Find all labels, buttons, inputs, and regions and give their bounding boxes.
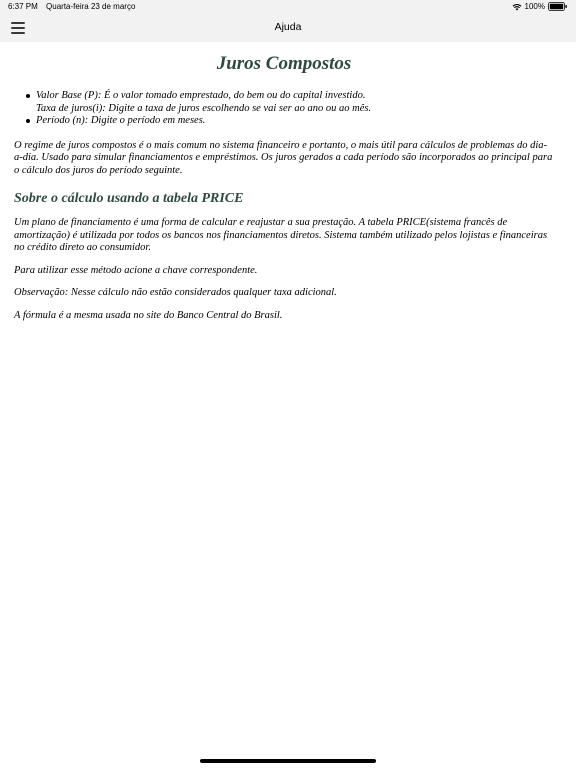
battery-icon bbox=[548, 2, 568, 11]
home-indicator[interactable] bbox=[200, 759, 376, 763]
nav-title: Ajuda bbox=[274, 21, 302, 33]
list-item-text: Período (n): Digite o período em meses. bbox=[36, 115, 206, 126]
list-item-continuation: Taxa de juros(i): Digite a taxa de juros escolhendo se vai ser ao ano ou ao mês. bbox=[36, 102, 372, 114]
section-paragraph: Um plano de financiamento é uma forma de calcular e reajustar a sua prestação. A tabela PRICE(sistema francês de amortização) é utilizada por todos os bancos nos financiamentos diretos. Sistema também utilizado pelos lojistas e financeiras no crédito direto ao consumidor. bbox=[14, 217, 548, 253]
wifi-icon bbox=[512, 3, 522, 11]
page-title: Juros Compostos bbox=[216, 53, 352, 74]
section-paragraph: A fórmula é a mesma usada no site do Banco Central do Brasil. bbox=[14, 309, 283, 321]
status-left bbox=[8, 2, 135, 11]
list-item-text: Valor Base (P): É o valor tomado emprestado, do bem ou do capital investido. bbox=[36, 90, 366, 101]
section-paragraph: Observação: Nesse cálculo não estão considerados qualquer taxa adicional. bbox=[14, 287, 337, 298]
section-heading: Sobre o cálculo usando a tabela PRICE bbox=[14, 191, 244, 206]
status-bar bbox=[0, 0, 576, 14]
battery-percent: 100% bbox=[524, 2, 545, 11]
navigation-bar bbox=[0, 14, 576, 42]
parameter-list bbox=[14, 90, 554, 128]
intro-paragraph: O regime de juros compostos é o mais comum no sistema financeiro e portanto, o mais útil para cálculos de problemas do dia-a-dia. Usado para simular financiamentos e empréstimos. Os juros gerados a cada período são incorporados ao principal para o cálculo dos juros do período seguinte. bbox=[14, 139, 553, 176]
help-content bbox=[14, 52, 554, 332]
section-paragraph: Para utilizar esse método acione a chave correspondente. bbox=[14, 264, 258, 276]
status-time: 6:37 PM bbox=[8, 2, 38, 11]
status-date: Quarta-feira 23 de março bbox=[46, 2, 136, 11]
list-item bbox=[14, 115, 554, 128]
list-item bbox=[14, 90, 554, 103]
status-right bbox=[512, 2, 568, 11]
